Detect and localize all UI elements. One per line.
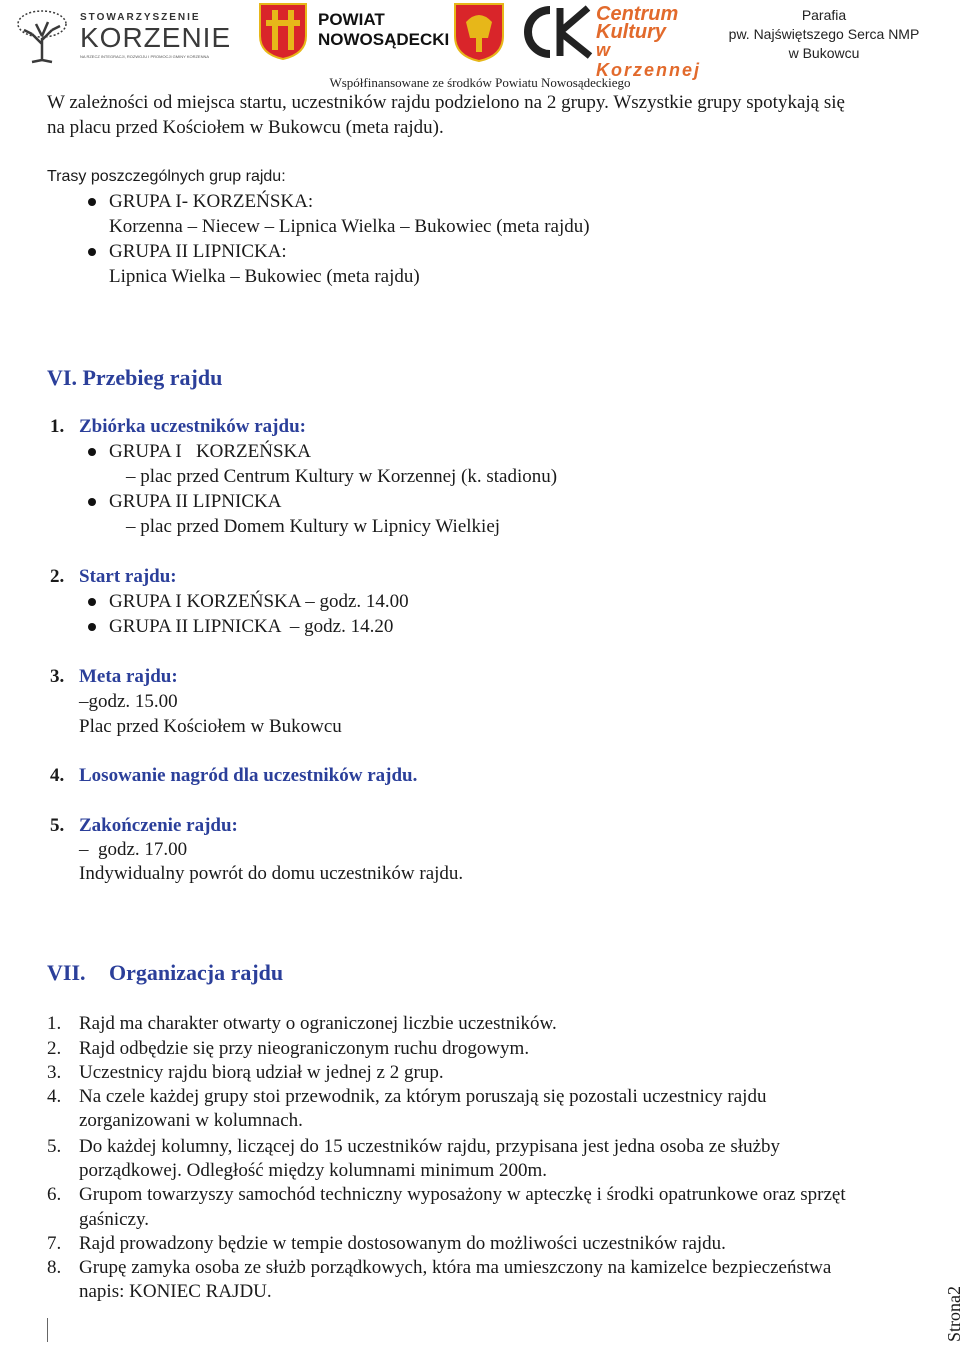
intro-line1: W zależności od miejsca startu, uczestników rajdu podzielono na 2 grupy. Wszystkie grupy spotykają się <box>47 92 845 113</box>
s5-text: Indywidualny powrót do domu uczestników rajdu. <box>79 863 464 884</box>
logo-ck-line2: Kultury <box>596 21 666 43</box>
s3-title: Meta rajdu: <box>79 666 178 687</box>
org-item-number: 1. <box>47 1013 62 1034</box>
bullet-icon <box>88 248 96 256</box>
logo-powiat <box>258 2 450 62</box>
s1-title: Zbiórka uczestników rajdu: <box>79 416 306 437</box>
gmina-crest-icon <box>452 2 506 62</box>
org-item-text-cont: porządkowej. Odległość między kolumnami minimum 200m. <box>79 1160 548 1181</box>
logo-korzenie-name: KORZENIE <box>80 22 232 53</box>
org-item-text: Rajd odbędzie się przy nieograniczonym ruchu drogowym. <box>79 1038 530 1059</box>
org-item-number: 5. <box>47 1136 62 1157</box>
org-item-text-cont: napis: KONIEC RAJDU. <box>79 1281 272 1302</box>
routes-heading: Trasy poszczególnych grup rajdu: <box>47 168 286 185</box>
s5-number: 5. <box>50 815 65 836</box>
route-group1-title: GRUPA I- KORZEŃSKA: <box>109 191 314 212</box>
route-group2-path: Lipnica Wielka – Bukowiec (meta rajdu) <box>109 266 420 287</box>
parish-line2: pw. Najświętszego Serca NMP <box>728 26 920 42</box>
parish-line3: w Bukowcu <box>788 45 860 61</box>
org-item-number: 7. <box>47 1233 62 1254</box>
s4-number: 4. <box>50 765 65 786</box>
logo-gmina <box>452 2 506 62</box>
s2-group2: GRUPA II LIPNICKA – godz. 14.20 <box>109 616 394 637</box>
s1-group1: GRUPA I KORZEŃSKA <box>109 441 311 462</box>
logo-ck-line1: Centrum <box>596 3 679 25</box>
org-item-number: 2. <box>47 1038 62 1059</box>
org-item-text-cont: gaśniczy. <box>79 1209 149 1230</box>
bullet-icon <box>88 198 96 206</box>
tree-icon <box>14 10 70 62</box>
logo-powiat-line1: POWIAT <box>318 10 385 29</box>
logo-powiat-line2: NOWOSĄDECKI <box>318 30 450 49</box>
logo-korzenie-sub: NA RZECZ INTEGRACJI, ROZWOJU I PROMOCJI GMINY KORZENNA <box>80 54 210 59</box>
org-item-text: Na czele każdej grupy stoi przewodnik, za którym poruszają się pozostali uczestnicy rajdu <box>79 1086 767 1107</box>
bullet-icon <box>88 623 96 631</box>
s2-title: Start rajdu: <box>79 566 177 587</box>
s3-time: –godz. 15.00 <box>79 691 178 712</box>
org-item-number: 8. <box>47 1257 62 1278</box>
s2-number: 2. <box>50 566 65 587</box>
s1-number: 1. <box>50 416 65 437</box>
s4-title: Losowanie nagród dla uczestników rajdu. <box>79 765 418 786</box>
s1-group1-place: – plac przed Centrum Kultury w Korzennej (k. stadionu) <box>126 466 558 487</box>
bullet-icon <box>88 448 96 456</box>
cofinance-note: Współfinansowane ze środków Powiatu Nowosądeckiego <box>329 75 631 90</box>
intro-line2: na placu przed Kościołem w Bukowcu (meta rajdu). <box>47 117 444 138</box>
org-item-text: Rajd ma charakter otwarty o ograniczonej liczbie uczestników. <box>79 1013 557 1034</box>
org-item-number: 3. <box>47 1062 62 1083</box>
parish-line1: Parafia <box>801 7 847 23</box>
s3-place: Plac przed Kościołem w Bukowcu <box>79 716 342 737</box>
org-item-text: Grupę zamyka osoba ze służb porządkowych, która ma umieszczony na kamizelce bezpieczeństwa <box>79 1257 832 1278</box>
s5-title: Zakończenie rajdu: <box>79 815 238 836</box>
org-item-text: Uczestnicy rajdu biorą udział w jednej z 2 grup. <box>79 1062 444 1083</box>
s1-group2-place: – plac przed Domem Kultury w Lipnicy Wielkiej <box>126 516 501 537</box>
s5-time: – godz. 17.00 <box>79 839 188 860</box>
s2-group1: GRUPA I KORZEŃSKA – godz. 14.00 <box>109 591 409 612</box>
logo-korzenie <box>14 10 246 62</box>
page-number: Strona2 <box>944 1286 964 1342</box>
org-item-text: Rajd prowadzony będzie w tempie dostosowanym do możliwości uczestników rajdu. <box>79 1233 726 1254</box>
bullet-icon <box>88 598 96 606</box>
route-group1-path: Korzenna – Niecew – Lipnica Wielka – Bukowiec (meta rajdu) <box>109 216 590 237</box>
route-group2-title: GRUPA II LIPNICKA: <box>109 241 287 262</box>
section7-title: Organizacja rajdu <box>109 960 284 985</box>
logo-ck-line3: w Korzennej <box>596 40 702 80</box>
org-item-text-cont: zorganizowani w kolumnach. <box>79 1110 303 1131</box>
logo-centrum-kultury <box>520 2 720 80</box>
ck-monogram-icon <box>520 4 594 60</box>
s3-number: 3. <box>50 666 65 687</box>
org-item-number: 6. <box>47 1184 62 1205</box>
org-item-text: Grupom towarzyszy samochód techniczny wyposażony w apteczkę i środki opatrunkowe oraz sprzęt <box>79 1184 846 1205</box>
s1-group2: GRUPA II LIPNICKA <box>109 491 282 512</box>
org-item-text: Do każdej kolumny, liczącej do 15 uczestników rajdu, przypisana jest jedna osoba ze służby <box>79 1136 781 1157</box>
section6-title: VI. Przebieg rajdu <box>47 365 223 390</box>
powiat-crest-icon <box>258 2 308 60</box>
section7-number: VII. <box>47 960 86 985</box>
parish-label <box>724 6 924 63</box>
org-item-number: 4. <box>47 1086 62 1107</box>
footer-rule <box>47 1318 48 1342</box>
bullet-icon <box>88 498 96 506</box>
logo-korzenie-label: STOWARZYSZENIE <box>80 12 201 23</box>
